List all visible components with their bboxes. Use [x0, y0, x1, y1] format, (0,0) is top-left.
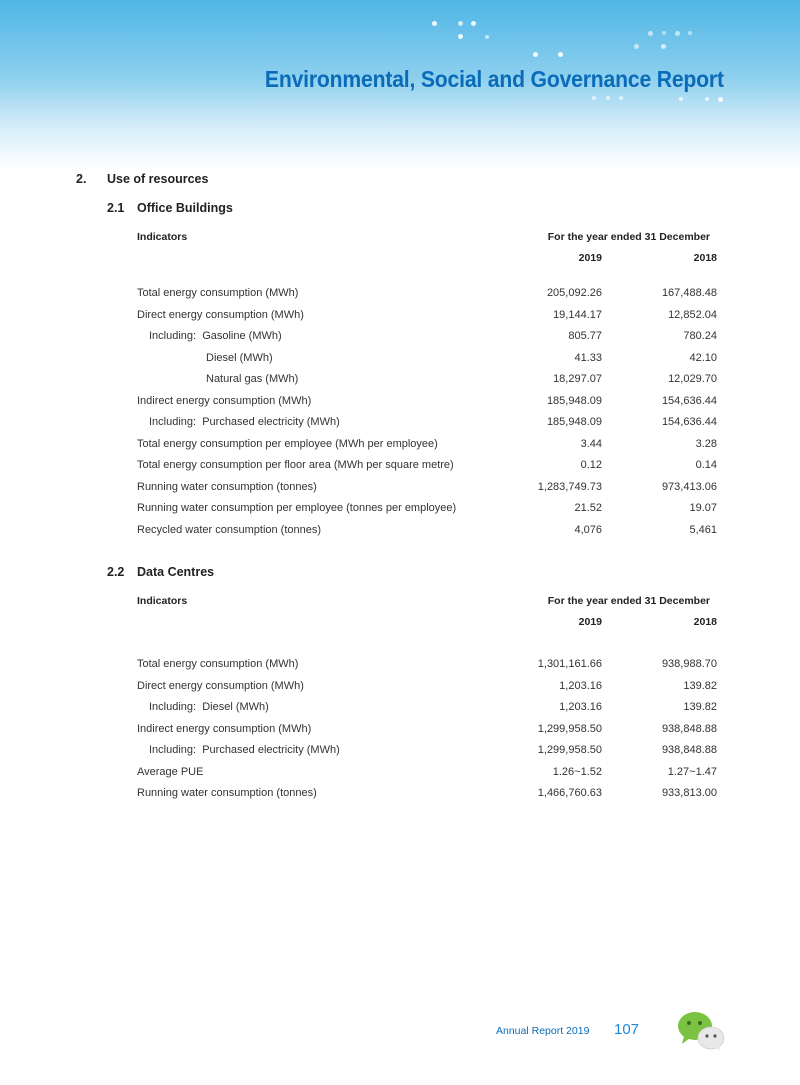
value-2019: 1.26~1.52	[552, 766, 602, 778]
wechat-eye	[698, 1021, 702, 1025]
value-2018: 933,813.00	[661, 787, 717, 799]
year-header-2019: 2019	[578, 616, 602, 628]
table-row	[137, 395, 717, 415]
subsection-heading-datacentres	[107, 565, 215, 579]
footer-report-name: Annual Report 2019	[496, 1025, 590, 1037]
row-label: Diesel (MWh)	[206, 351, 273, 364]
row-label: Running water consumption (tonnes)	[137, 480, 317, 493]
subsection-title: Office Buildings	[137, 201, 233, 215]
row-label: Total energy consumption per employee (MWh per employee)	[137, 437, 438, 450]
row-label: Indirect energy consumption (MWh)	[137, 723, 312, 735]
value-2018: 42.10	[689, 351, 717, 364]
table-row	[137, 309, 717, 329]
row-label: Including: Gasoline (MWh)	[149, 330, 282, 342]
row-label: Including: Purchased electricity (MWh)	[149, 744, 340, 756]
table-row	[137, 416, 717, 436]
data-centres-table	[137, 595, 717, 815]
row-label: Natural gas (MWh)	[206, 373, 299, 385]
subsection-title: Data Centres	[137, 565, 215, 579]
subsection-number: 2.2	[107, 565, 125, 579]
value-2018: 154,636.44	[661, 416, 717, 428]
section-title: Use of resources	[107, 172, 209, 186]
year-header-2018: 2018	[693, 616, 717, 628]
decor-dot	[558, 52, 563, 57]
decor-dot	[533, 52, 538, 57]
table-row	[137, 459, 717, 479]
decor-dot	[592, 96, 596, 100]
decor-dot	[718, 97, 723, 102]
value-2019: 4,076	[574, 523, 602, 536]
decor-dot	[679, 97, 683, 101]
row-label: Total energy consumption (MWh)	[137, 287, 299, 299]
value-2019: 1,301,161.66	[537, 658, 602, 670]
report-title: Environmental, Social and Governance Report	[265, 66, 724, 92]
decor-dot	[675, 31, 680, 36]
value-2018: 938,848.88	[661, 723, 717, 735]
table-row	[137, 330, 717, 350]
table-row	[137, 744, 717, 764]
row-label: Running water consumption per employee (tonnes per employee)	[137, 502, 457, 514]
row-label: Average PUE	[137, 766, 204, 778]
value-2019: 185,948.09	[546, 416, 602, 428]
value-2018: 0.14	[695, 459, 717, 471]
row-label: Indirect energy consumption (MWh)	[137, 394, 312, 407]
page-number: 107	[614, 1021, 640, 1038]
decor-dot	[471, 21, 476, 26]
decor-dot	[606, 96, 610, 100]
value-2019: 805.77	[568, 330, 602, 342]
value-2018: 154,636.44	[661, 394, 717, 407]
value-2018: 19.07	[689, 502, 717, 514]
row-label: Recycled water consumption (tonnes)	[137, 523, 322, 536]
table-row	[137, 373, 717, 393]
value-2018: 1.27~1.47	[667, 766, 717, 778]
value-2019: 1,299,958.50	[537, 744, 602, 756]
section-heading	[76, 172, 209, 186]
wechat-eye	[713, 1034, 716, 1037]
decor-dot	[634, 44, 639, 49]
value-2018: 938,848.88	[661, 744, 717, 756]
indicators-header: Indicators	[137, 595, 188, 607]
table-row	[137, 287, 717, 307]
value-2019: 1,283,749.73	[537, 480, 602, 493]
row-label: Including: Purchased electricity (MWh)	[149, 416, 340, 428]
decor-dot	[619, 96, 623, 100]
table-row	[137, 352, 717, 372]
wechat-logo-icon	[676, 1010, 726, 1052]
section-number: 2.	[76, 172, 87, 186]
subsection-number: 2.1	[107, 201, 125, 215]
value-2018: 780.24	[683, 330, 717, 342]
value-2018: 12,029.70	[668, 373, 717, 385]
period-header: For the year ended 31 December	[547, 231, 710, 243]
decor-dot	[662, 31, 666, 35]
row-label: Running water consumption (tonnes)	[137, 787, 317, 799]
row-label: Total energy consumption per floor area (MWh per square metre)	[137, 459, 454, 471]
value-2018: 167,488.48	[661, 287, 717, 299]
office-buildings-table	[137, 231, 717, 551]
decor-dot	[688, 31, 692, 35]
value-2019: 205,092.26	[546, 287, 602, 299]
value-2019: 1,203.16	[559, 701, 602, 713]
decor-dot	[485, 35, 489, 39]
table-row	[137, 701, 717, 721]
decor-dot	[648, 31, 653, 36]
row-label: Direct energy consumption (MWh)	[137, 308, 304, 321]
table-row	[137, 481, 717, 501]
value-2018: 3.28	[695, 437, 717, 450]
year-header-2018: 2018	[693, 252, 717, 264]
row-label: Direct energy consumption (MWh)	[137, 680, 304, 692]
value-2019: 1,466,760.63	[537, 787, 602, 799]
table-row	[137, 680, 717, 700]
value-2019: 1,203.16	[559, 680, 602, 692]
table-row	[137, 524, 717, 544]
table-row	[137, 766, 717, 786]
table-row	[137, 438, 717, 458]
decor-dot	[432, 21, 437, 26]
value-2019: 18,297.07	[553, 373, 602, 385]
value-2018: 139.82	[683, 680, 717, 692]
table-row	[137, 787, 717, 807]
wechat-bubble-small	[698, 1027, 724, 1049]
value-2019: 0.12	[580, 459, 602, 471]
value-2018: 5,461	[689, 523, 717, 536]
value-2018: 139.82	[683, 701, 717, 713]
wechat-eye	[687, 1021, 691, 1025]
value-2019: 185,948.09	[546, 394, 602, 407]
value-2019: 41.33	[574, 351, 602, 364]
decor-dot	[458, 34, 463, 39]
value-2019: 19,144.17	[553, 308, 602, 321]
table-row	[137, 723, 717, 743]
decor-dot	[458, 21, 463, 26]
wechat-eye	[705, 1034, 708, 1037]
table-row	[137, 658, 717, 678]
year-header-2019: 2019	[578, 252, 602, 264]
table-row	[137, 502, 717, 522]
row-label: Including: Diesel (MWh)	[149, 701, 269, 713]
value-2019: 21.52	[574, 502, 602, 514]
value-2018: 938,988.70	[661, 658, 717, 670]
value-2019: 3.44	[580, 437, 602, 450]
value-2018: 12,852.04	[668, 308, 717, 321]
decor-dot	[661, 44, 666, 49]
subsection-heading-office	[107, 201, 233, 215]
value-2018: 973,413.06	[661, 480, 717, 493]
decor-dot	[705, 97, 709, 101]
row-label: Total energy consumption (MWh)	[137, 658, 299, 670]
indicators-header: Indicators	[137, 231, 188, 243]
period-header: For the year ended 31 December	[547, 595, 710, 607]
value-2019: 1,299,958.50	[537, 723, 602, 735]
